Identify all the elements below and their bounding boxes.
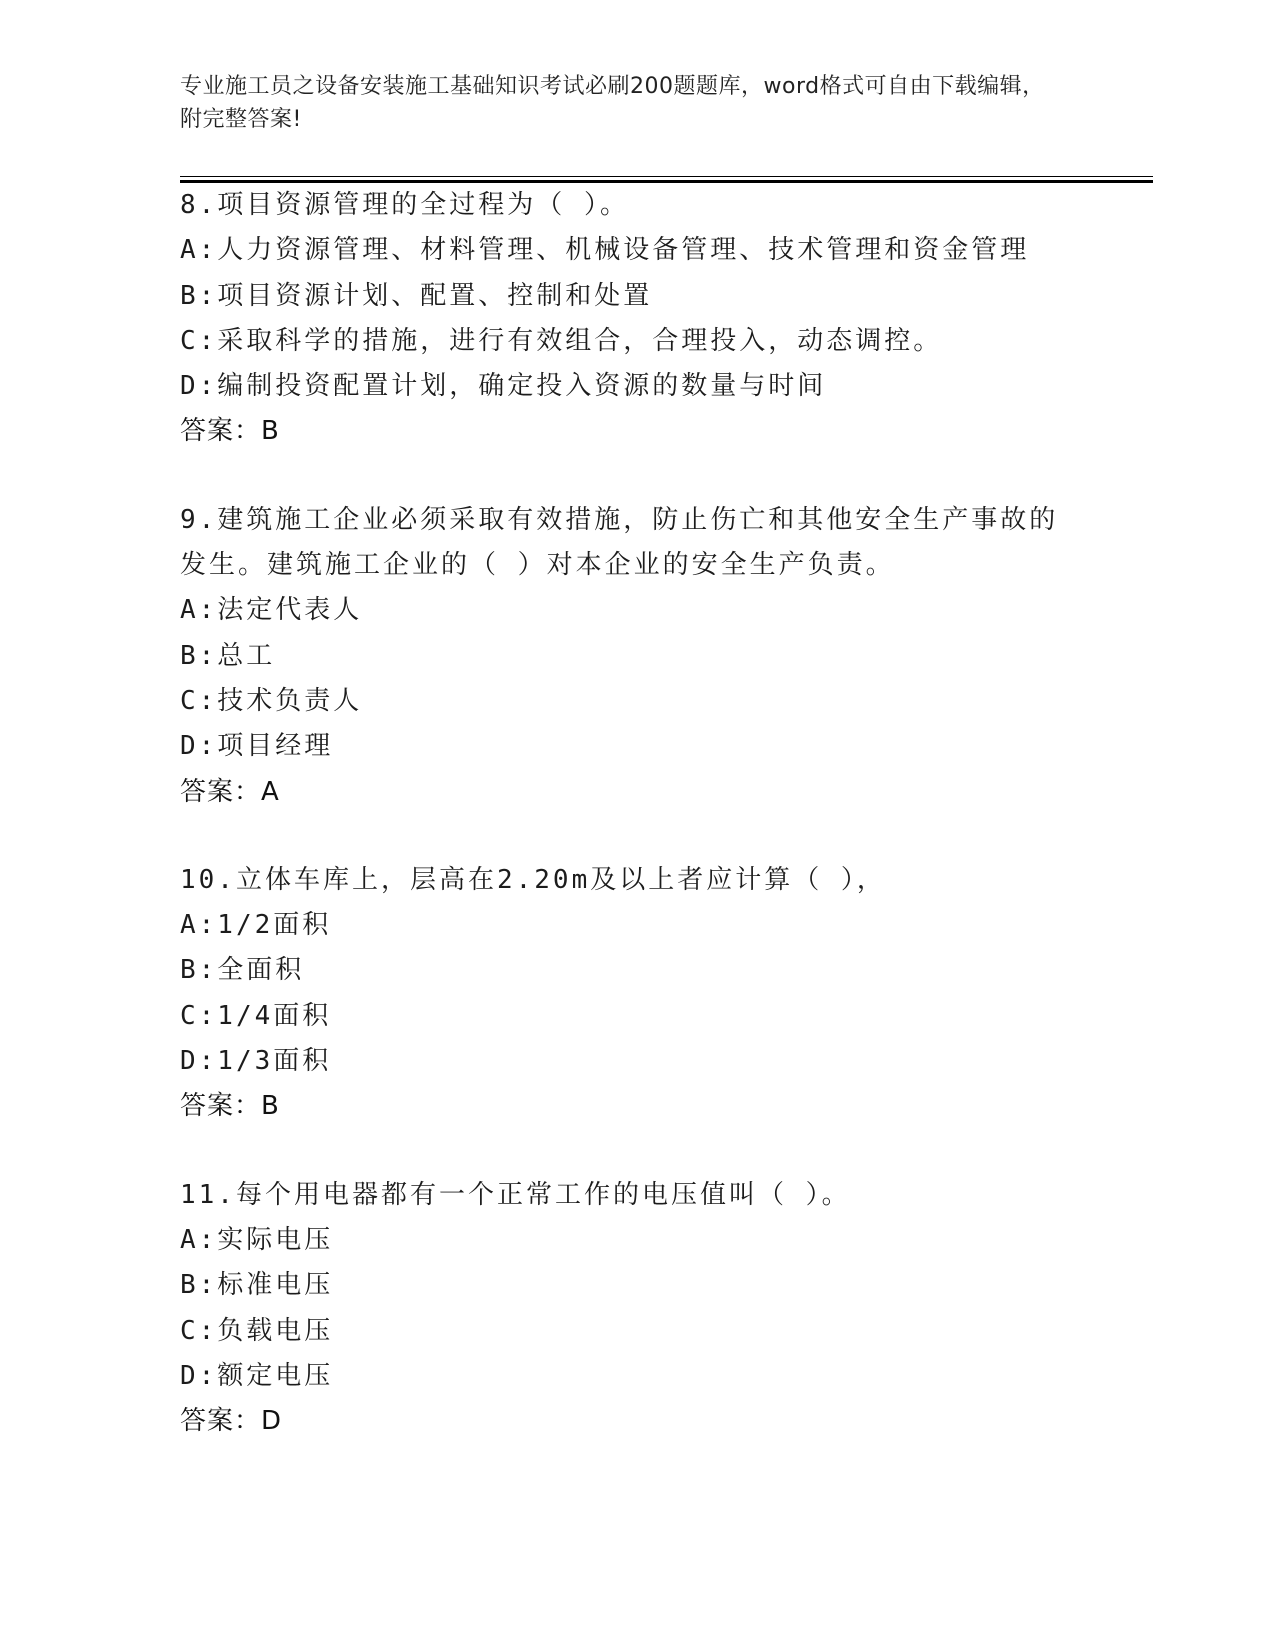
question-stem: 10.立体车库上，层高在2.20m及以上者应计算（ ）， [180,864,886,895]
header-divider-thin [180,176,1153,177]
option-a: A:1/2面积 [180,910,332,941]
question-stem: 9.建筑施工企业必须采取有效措施，防止伤亡和其他安全生产事故的发生。建筑施工企业的（ ）对本企业的安全生产负责。 [180,504,1059,581]
option-a: A:实际电压 [180,1224,334,1255]
option-d: D:项目经理 [180,731,334,762]
answer-label: 答案：B [180,1091,280,1122]
option-b: B:项目资源计划、配置、控制和处置 [180,280,653,311]
option-d: D:编制投资配置计划，确定投入资源的数量与时间 [180,371,827,402]
answer-label: 答案：B [180,416,280,447]
option-a: A:人力资源管理、材料管理、机械设备管理、技术管理和资金管理 [180,235,1030,266]
question-8 [180,183,1080,455]
option-c: C:负载电压 [180,1315,334,1346]
question-10 [180,858,1080,1130]
question-stem: 8.项目资源管理的全过程为（ ）。 [180,190,629,220]
header-title: 专业施工员之设备安装施工基础知识考试必刷200题题库，word格式可自由下载编辑，附完整答案! [180,74,1045,132]
option-a: A:法定代表人 [180,595,363,626]
option-d: D:1/3面积 [180,1046,332,1077]
document-header [180,70,1060,136]
option-c: C:1/4面积 [180,1000,332,1031]
option-c: C:采取科学的措施，进行有效组合，合理投入，动态调控。 [180,325,943,356]
option-b: B:标准电压 [180,1270,334,1301]
answer-label: 答案：D [180,1406,283,1437]
option-b: B:总工 [180,640,276,671]
question-stem: 11.每个用电器都有一个正常工作的电压值叫（ ）。 [180,1179,851,1210]
option-d: D:额定电压 [180,1360,334,1391]
question-11 [180,1173,1080,1445]
question-list [180,183,1080,1487]
option-b: B:全面积 [180,955,305,986]
option-c: C:技术负责人 [180,685,363,716]
answer-label: 答案：A [180,776,280,807]
question-9 [180,498,1080,815]
